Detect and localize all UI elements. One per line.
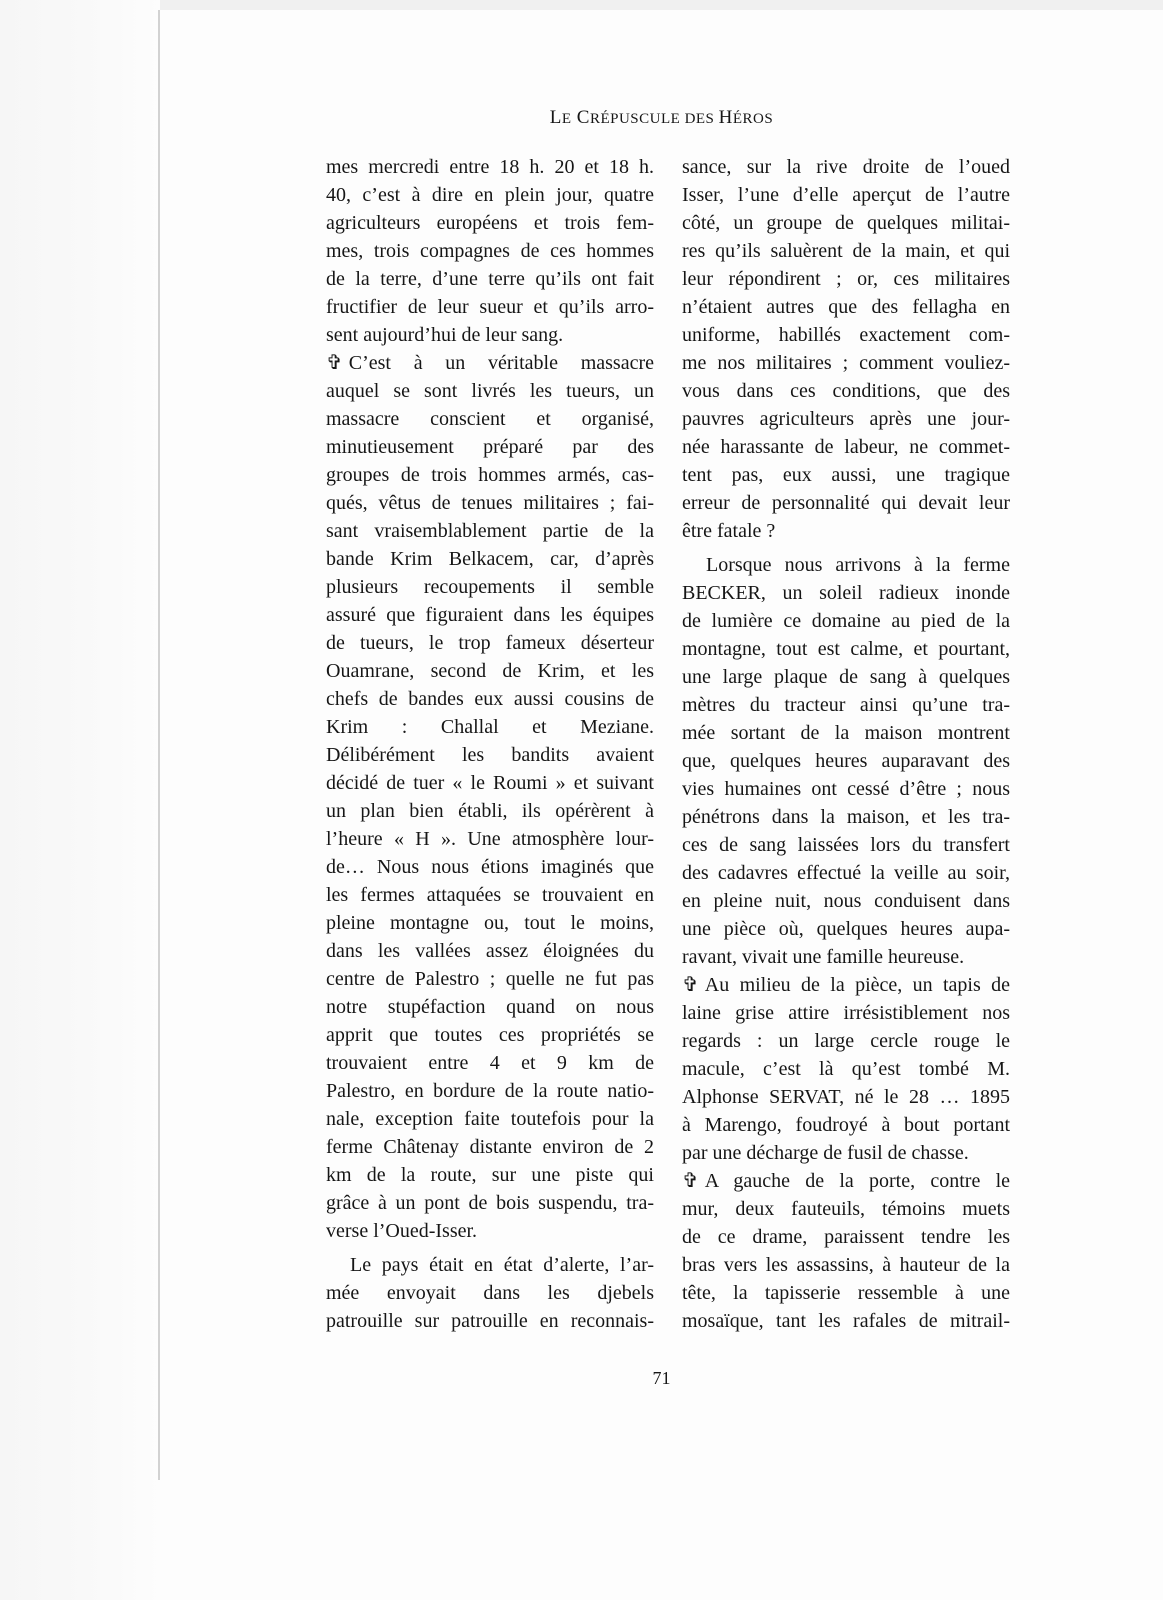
text-line: centre de Palestro ; quelle ne fut pas	[326, 968, 654, 990]
text-line: n’étaient autres que des fellagha en	[682, 296, 1010, 318]
text-line: mètres du tracteur ainsi qu’une tra-	[682, 694, 1010, 716]
cross-ornament-icon: ✞	[682, 974, 699, 996]
text-line-content: Au milieu de la pièce, un tapis de	[704, 974, 1010, 996]
text-line: assuré que figuraient dans les équipes	[326, 604, 654, 626]
text-line	[682, 1167, 1010, 1195]
text-line-content: A gauche de la porte, contre le	[704, 1170, 1010, 1192]
text-line: de la terre, d’une terre qu’ils ont fait	[326, 268, 654, 290]
text-line: ferme Châtenay distante environ de 2	[326, 1136, 654, 1158]
text-line: de… Nous nous étions imaginés que	[326, 856, 654, 878]
running-head-initial: H	[718, 107, 733, 128]
text-line: une large plaque de sang à quelques	[682, 666, 1010, 688]
text-line: verse l’Oued-Isser.	[326, 1220, 478, 1242]
text-line: bras vers les assassins, à hauteur de la	[682, 1254, 1010, 1276]
text-line: par une décharge de fusil de chasse.	[682, 1142, 969, 1164]
text-line: macule, c’est là qu’est tombé M.	[682, 1058, 1010, 1080]
text-line: côté, un groupe de quelques militai-	[682, 212, 1010, 234]
text-line: Krim : Challal et Meziane.	[326, 716, 654, 738]
text-line: Ouamrane, second de Krim, et les	[326, 660, 654, 682]
text-line: uniforme, habillés exactement com-	[682, 324, 1010, 346]
text-line: mée sortant de la maison montrent	[682, 722, 1010, 744]
page-number: 71	[652, 1368, 671, 1388]
text-line: Isser, l’une d’elle aperçut de l’autre	[682, 184, 1010, 206]
text-line: BECKER, un soleil radieux inonde	[682, 582, 1010, 604]
text-line: un plan bien établi, ils opérèrent à	[326, 800, 654, 822]
text-line: laine grise attire irrésistiblement nos	[682, 1002, 1010, 1024]
text-line: pleine montagne ou, tout le moins,	[326, 912, 654, 934]
text-line: que, quelques heures auparavant des	[682, 750, 1010, 772]
page-edge	[158, 10, 160, 1480]
text-line: à Marengo, foudroyé à bout portant	[682, 1114, 1010, 1136]
text-line: sent aujourd’hui de leur sang.	[326, 324, 564, 346]
text-line: née harassante de labeur, ne commet-	[682, 436, 1010, 458]
text-line	[682, 971, 1010, 999]
text-line: montagne, tout est calme, et pourtant,	[682, 638, 1010, 660]
text-line: sance, sur la rive droite de l’oued	[682, 156, 1010, 178]
text-line: les fermes attaquées se trouvaient en	[326, 884, 654, 906]
text-line: km de la route, sur une piste qui	[326, 1164, 654, 1186]
scan-shadow-left	[0, 0, 160, 1600]
text-line: trouvaient entre 4 et 9 km de	[326, 1052, 654, 1074]
running-head	[160, 107, 1163, 129]
text-line: mes, trois compagnes de ces hommes	[326, 240, 654, 262]
text-line: vies humaines ont cessé d’être ; nous	[682, 778, 1010, 800]
text-line: nale, exception faite toutefois pour la	[326, 1108, 654, 1130]
text-line: minutieusement préparé par des	[326, 436, 654, 458]
text-line: grâce à un pont de bois suspendu, tra-	[326, 1192, 654, 1214]
text-line: vous dans ces conditions, que des	[682, 380, 1010, 402]
text-line: de ce drame, paraissent tendre les	[682, 1226, 1010, 1248]
text-line: patrouille sur patrouille en reconnais-	[326, 1310, 654, 1332]
text-line: regards : un large cercle rouge le	[682, 1030, 1010, 1052]
text-line: auquel se sont livrés les tueurs, un	[326, 380, 654, 402]
running-head-initial: C	[576, 107, 590, 128]
text-line: de lumière ce domaine au pied de la	[682, 610, 1010, 632]
text-line: dans les vallées assez éloignées du	[326, 940, 654, 962]
text-line: bande Krim Belkacem, car, d’après	[326, 548, 654, 570]
text-line: tête, la tapisserie ressemble à une	[682, 1282, 1010, 1304]
running-head-initial: L	[549, 107, 562, 128]
text-line: agriculteurs européens et trois fem-	[326, 212, 654, 234]
cross-ornament-icon: ✞	[682, 1170, 699, 1192]
text-column-left	[326, 153, 654, 1335]
text-line: 40, c’est à dire en plein jour, quatre	[326, 184, 654, 206]
text-line: mée envoyait dans les djebels	[326, 1282, 654, 1304]
text-line: Délibérément les bandits avaient	[326, 744, 654, 766]
text-line: erreur de personnalité qui devait leur	[682, 492, 1010, 514]
text-line: apprit que toutes ces propriétés se	[326, 1024, 654, 1046]
text-line: être fatale ?	[682, 520, 776, 542]
text-line: chefs de bandes eux aussi cousins de	[326, 688, 654, 710]
cross-ornament-icon: ✞	[326, 352, 343, 374]
text-line-content: C’est à un véritable massacre	[348, 352, 654, 374]
text-line: leur répondirent ; or, ces militaires	[682, 268, 1010, 290]
text-line: en pleine nuit, nous conduisent dans	[682, 890, 1010, 912]
text-line: l’heure « H ». Une atmosphère lour-	[326, 828, 654, 850]
running-head-smallcaps: RÉPUSCULE DES	[589, 111, 719, 127]
text-line: notre stupéfaction quand on nous	[326, 996, 654, 1018]
text-line: mosaïque, tant les rafales de mitrail-	[682, 1310, 1010, 1332]
text-line: Alphonse SERVAT, né le 28 … 1895	[682, 1086, 1010, 1108]
text-line: sant vraisemblablement partie de la	[326, 520, 654, 542]
text-line: fructifier de leur sueur et qu’ils arro-	[326, 296, 654, 318]
text-line: ces de sang laissées lors du transfert	[682, 834, 1010, 856]
text-line: Lorsque nous arrivons à la ferme	[706, 554, 1010, 576]
text-line: me nos militaires ; comment vouliez-	[682, 352, 1010, 374]
text-line: pauvres agriculteurs après une jour-	[682, 408, 1010, 430]
running-head-smallcaps: ÉROS	[732, 111, 774, 127]
text-line: des cadavres effectué la veille au soir,	[682, 862, 1010, 884]
text-line	[326, 349, 654, 377]
text-line: Palestro, en bordure de la route natio-	[326, 1080, 654, 1102]
text-line: ravant, vivait une famille heureuse.	[682, 946, 965, 968]
text-line: Le pays était en état d’alerte, l’ar-	[350, 1254, 654, 1276]
text-line: groupes de trois hommes armés, cas-	[326, 464, 654, 486]
text-column-right	[682, 153, 1010, 1335]
text-line: de tueurs, le trop fameux déserteur	[326, 632, 654, 654]
scan-shadow-top	[160, 0, 1163, 10]
running-head-smallcaps: E	[561, 111, 572, 127]
text-line: massacre conscient et organisé,	[326, 408, 654, 430]
text-line: mur, deux fauteuils, témoins muets	[682, 1198, 1010, 1220]
text-line: plusieurs recoupements il semble	[326, 576, 654, 598]
text-line: décidé de tuer « le Roumi » et suivant	[326, 772, 654, 794]
text-line: qués, vêtus de tenues militaires ; fai-	[326, 492, 654, 514]
text-line: res qu’ils saluèrent de la main, et qui	[682, 240, 1010, 262]
text-line: tent pas, eux aussi, une tragique	[682, 464, 1010, 486]
text-line: une pièce où, quelques heures aupa-	[682, 918, 1010, 940]
text-line: pénétrons dans la maison, et les tra-	[682, 806, 1010, 828]
text-line: mes mercredi entre 18 h. 20 et 18 h.	[326, 156, 654, 178]
